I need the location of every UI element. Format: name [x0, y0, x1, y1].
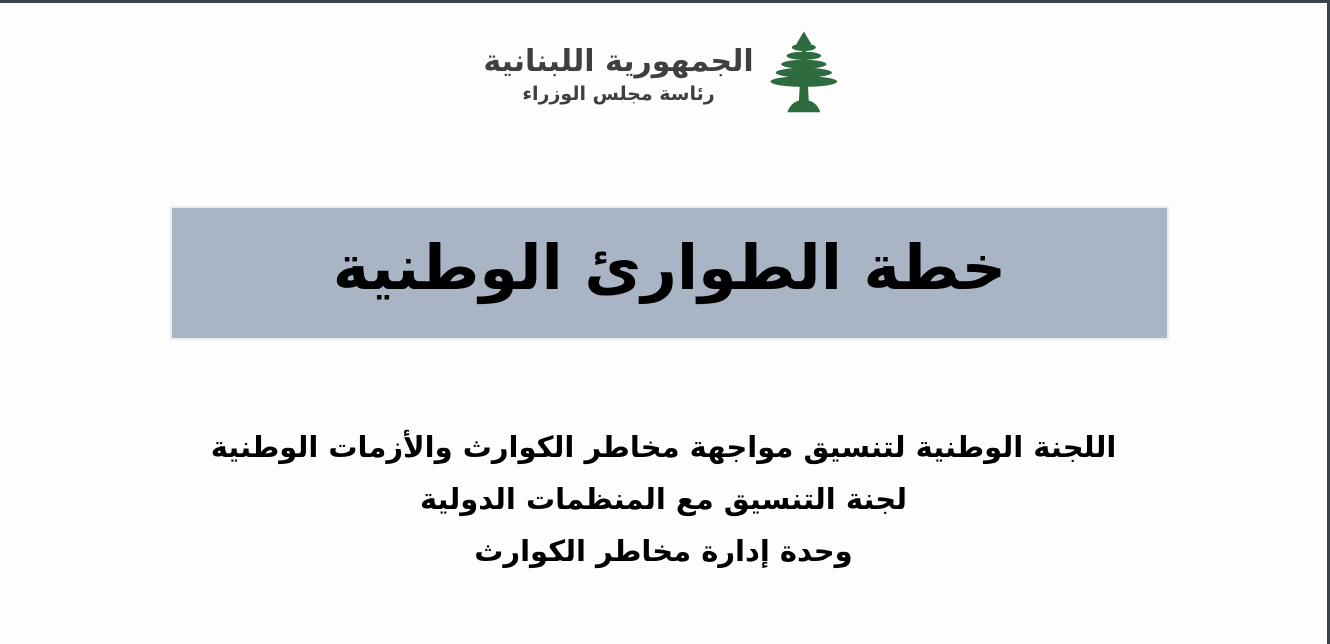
document-title: خطة الطوارئ الوطنية [332, 231, 1007, 304]
title-banner [170, 206, 1169, 340]
subtitle-block [0, 421, 1327, 577]
cedar-tree-icon [764, 27, 844, 121]
subtitle-line-drm-unit: وحدة إدارة مخاطر الكوارث [474, 534, 853, 568]
logo-text-republic: الجمهورية اللبنانية [483, 43, 754, 79]
logo-text-block [483, 44, 753, 105]
subtitle-line-committee-international: لجنة التنسيق مع المنظمات الدولية [419, 482, 908, 516]
lebanese-republic-logo [483, 27, 843, 121]
subtitle-line-committee-national: اللجنة الوطنية لتنسيق مواجهة مخاطر الكوارث والأزمات الوطنية [210, 430, 1117, 464]
logo-text-presidency: رئاسة مجلس الوزراء [522, 82, 715, 105]
